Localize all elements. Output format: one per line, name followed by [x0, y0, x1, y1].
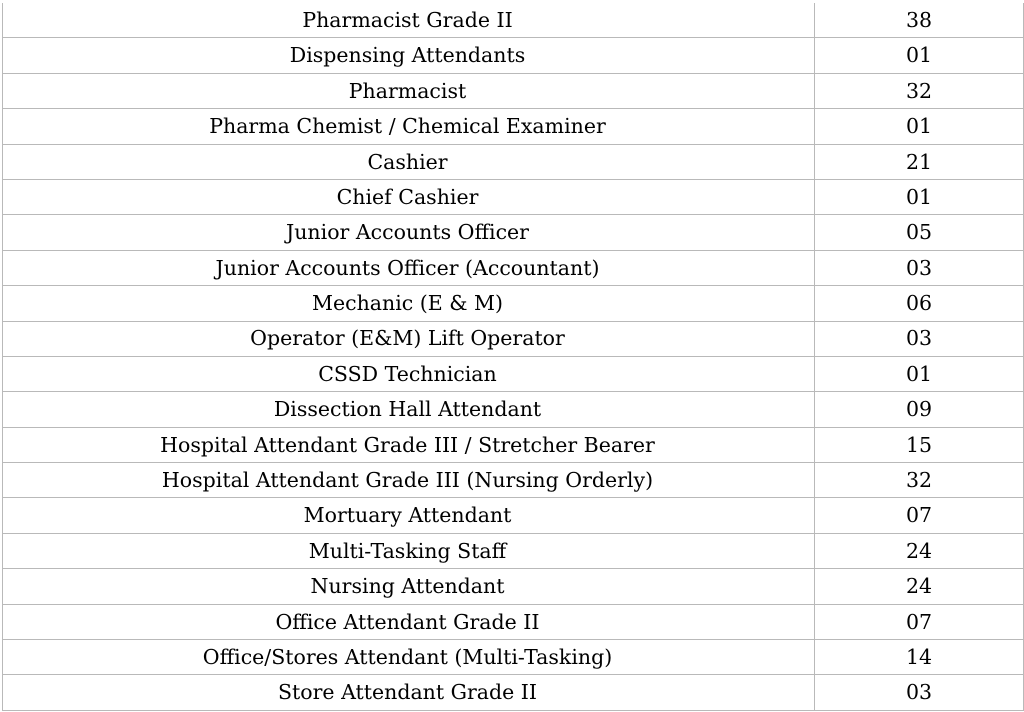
- vacancy-count-cell: 03: [815, 250, 1024, 285]
- post-name-cell: Store Attendant Grade II: [3, 675, 815, 710]
- vacancy-count-cell: 38: [815, 3, 1024, 38]
- vacancy-count-cell: 14: [815, 640, 1024, 675]
- vacancy-count-cell: 32: [815, 463, 1024, 498]
- table-row: [3, 604, 1024, 639]
- vacancy-table: [2, 3, 1024, 711]
- table-row: [3, 463, 1024, 498]
- post-name-cell: CSSD Technician: [3, 356, 815, 391]
- table-row: [3, 356, 1024, 391]
- post-name-cell: Operator (E&M) Lift Operator: [3, 321, 815, 356]
- post-name-cell: Hospital Attendant Grade III (Nursing Orderly): [3, 463, 815, 498]
- table-row: [3, 215, 1024, 250]
- table-row: [3, 569, 1024, 604]
- vacancy-count-cell: 01: [815, 179, 1024, 214]
- table-row: [3, 498, 1024, 533]
- vacancy-count-cell: 07: [815, 604, 1024, 639]
- post-name-cell: Junior Accounts Officer: [3, 215, 815, 250]
- table-row: [3, 640, 1024, 675]
- post-name-cell: Pharma Chemist / Chemical Examiner: [3, 109, 815, 144]
- table-row: [3, 73, 1024, 108]
- post-name-cell: Chief Cashier: [3, 179, 815, 214]
- post-name-cell: Pharmacist Grade II: [3, 3, 815, 38]
- post-name-cell: Nursing Attendant: [3, 569, 815, 604]
- post-name-cell: Hospital Attendant Grade III / Stretcher Bearer: [3, 427, 815, 462]
- vacancy-count-cell: 24: [815, 533, 1024, 568]
- table-row: [3, 3, 1024, 38]
- table-row: [3, 179, 1024, 214]
- table-row: [3, 144, 1024, 179]
- vacancy-table-body: [3, 3, 1024, 710]
- post-name-cell: Junior Accounts Officer (Accountant): [3, 250, 815, 285]
- table-row: [3, 38, 1024, 73]
- post-name-cell: Multi-Tasking Staff: [3, 533, 815, 568]
- table-row: [3, 675, 1024, 710]
- post-name-cell: Pharmacist: [3, 73, 815, 108]
- post-name-cell: Cashier: [3, 144, 815, 179]
- post-name-cell: Office Attendant Grade II: [3, 604, 815, 639]
- vacancy-count-cell: 03: [815, 675, 1024, 710]
- table-row: [3, 109, 1024, 144]
- vacancy-count-cell: 05: [815, 215, 1024, 250]
- table-row: [3, 250, 1024, 285]
- vacancy-count-cell: 01: [815, 356, 1024, 391]
- post-name-cell: Mechanic (E & M): [3, 286, 815, 321]
- table-row: [3, 427, 1024, 462]
- vacancy-count-cell: 03: [815, 321, 1024, 356]
- vacancy-count-cell: 21: [815, 144, 1024, 179]
- vacancy-count-cell: 15: [815, 427, 1024, 462]
- post-name-cell: Dissection Hall Attendant: [3, 392, 815, 427]
- table-row: [3, 392, 1024, 427]
- vacancy-count-cell: 09: [815, 392, 1024, 427]
- table-row: [3, 286, 1024, 321]
- vacancy-count-cell: 24: [815, 569, 1024, 604]
- vacancy-count-cell: 32: [815, 73, 1024, 108]
- table-row: [3, 533, 1024, 568]
- vacancy-count-cell: 01: [815, 38, 1024, 73]
- vacancy-count-cell: 06: [815, 286, 1024, 321]
- post-name-cell: Office/Stores Attendant (Multi-Tasking): [3, 640, 815, 675]
- table-row: [3, 321, 1024, 356]
- post-name-cell: Dispensing Attendants: [3, 38, 815, 73]
- post-name-cell: Mortuary Attendant: [3, 498, 815, 533]
- vacancy-count-cell: 01: [815, 109, 1024, 144]
- vacancy-count-cell: 07: [815, 498, 1024, 533]
